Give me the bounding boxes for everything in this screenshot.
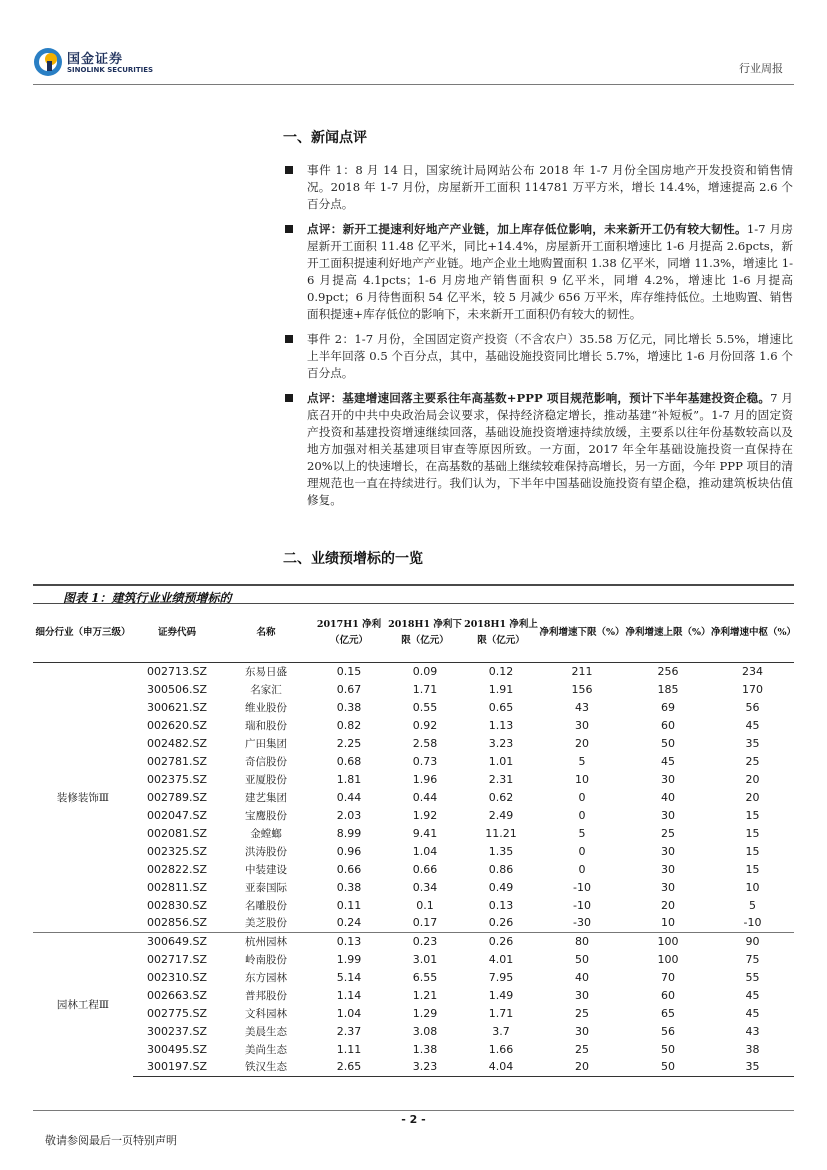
growth-mid-cell: 15 <box>745 844 760 858</box>
growth-low-cell: 5 <box>578 826 586 840</box>
growth-high-cell: 100 <box>625 932 711 950</box>
growth-high-cell: 40 <box>661 790 675 804</box>
growth-low-cell: 50 <box>575 952 589 966</box>
h1-2018-low-cell: 6.55 <box>412 970 438 984</box>
growth-high-cell: 50 <box>625 1058 711 1076</box>
growth-low-cell: 211 <box>571 664 593 678</box>
name-cell: 亚泰国际 <box>245 881 287 894</box>
page-header <box>0 0 827 90</box>
h1-2018-high-cell: 0.49 <box>488 880 514 894</box>
growth-low-cell: 20 <box>539 1058 625 1076</box>
h1-2017-cell: 0.44 <box>336 790 362 804</box>
h1-2018-high-cell: 4.01 <box>488 952 514 966</box>
table-row <box>33 806 794 824</box>
page-number: - 2 - <box>401 1113 426 1126</box>
growth-mid-cell: 15 <box>745 826 760 840</box>
growth-mid-cell: 5 <box>749 898 756 912</box>
h1-2017-cell: 1.11 <box>336 1042 362 1056</box>
h1-2018-low-cell: 3.08 <box>412 1024 438 1038</box>
h1-2018-low-cell: 0.23 <box>387 932 463 950</box>
square-bullet-icon <box>285 394 293 402</box>
h1-2017-cell: 0.82 <box>336 718 362 732</box>
name-cell: 岭南股份 <box>245 953 287 966</box>
h1-2018-high-cell: 1.01 <box>488 754 514 768</box>
table-row <box>33 896 794 914</box>
code-cell: 002325.SZ <box>146 844 207 858</box>
name-cell: 广田集团 <box>245 737 287 750</box>
bullet-item <box>283 221 793 323</box>
table-row <box>33 968 794 986</box>
industry-cell: 装修装饰Ⅲ <box>56 791 110 804</box>
table-row <box>33 1058 794 1076</box>
growth-high-cell: 100 <box>657 952 679 966</box>
h1-2018-low-cell: 0.34 <box>412 880 438 894</box>
h1-2018-high-cell: 0.65 <box>488 700 514 714</box>
table-row <box>33 788 794 806</box>
code-cell: 002781.SZ <box>146 754 207 768</box>
growth-mid-cell: 25 <box>745 754 760 768</box>
growth-high-cell: 30 <box>661 808 675 822</box>
h1-2018-high-cell: 0.12 <box>488 664 514 678</box>
h1-2018-low-cell: 0.92 <box>412 718 438 732</box>
column-header: 净利增速中枢（%） <box>711 605 794 662</box>
h1-2017-cell: 2.65 <box>311 1058 387 1076</box>
h1-2018-high-cell: 0.26 <box>488 916 514 930</box>
name-cell: 杭州园林 <box>221 932 311 950</box>
h1-2018-low-cell: 0.1 <box>416 898 434 912</box>
h1-2018-high-cell: 3.7 <box>492 1024 510 1038</box>
h1-2017-cell: 1.81 <box>336 772 362 786</box>
h1-2018-high-cell: 1.71 <box>488 1006 514 1020</box>
name-cell: 瑞和股份 <box>245 719 287 732</box>
growth-low-cell: 80 <box>539 932 625 950</box>
h1-2017-cell: 0.38 <box>336 880 362 894</box>
h1-2018-low-cell: 1.38 <box>412 1042 438 1056</box>
h1-2018-low-cell: 3.01 <box>412 952 438 966</box>
company-logo <box>33 45 163 79</box>
growth-high-cell: 30 <box>661 880 675 894</box>
h1-2018-high-cell: 1.66 <box>488 1042 514 1056</box>
h1-2017-cell: 1.99 <box>336 952 362 966</box>
growth-mid-cell: 10 <box>745 880 760 894</box>
h1-2018-low-cell: 1.04 <box>412 844 438 858</box>
growth-high-cell: 30 <box>661 862 675 876</box>
table-row <box>33 1040 794 1058</box>
code-cell: 002789.SZ <box>146 790 207 804</box>
figure-title: 图表 1：建筑行业业绩预增标的 <box>33 584 794 604</box>
growth-high-cell: 30 <box>661 844 675 858</box>
h1-2018-high-cell: 7.95 <box>488 970 514 984</box>
column-header: 2018H1 净利上限（亿元） <box>463 605 539 662</box>
code-cell: 002482.SZ <box>146 736 207 750</box>
bullet-bold-lead: 点评：基建增速回落主要系往年高基数+PPP 项目规范影响，预计下半年基建投资企稳。 <box>307 391 771 405</box>
h1-2017-cell: 2.25 <box>336 736 362 750</box>
h1-2017-cell: 0.24 <box>336 916 362 930</box>
growth-mid-cell: 55 <box>745 970 760 984</box>
name-cell: 奇信股份 <box>245 755 287 768</box>
h1-2018-low-cell: 0.55 <box>412 700 438 714</box>
code-cell: 002375.SZ <box>146 772 207 786</box>
table-row <box>33 770 794 788</box>
h1-2018-high-cell: 0.13 <box>488 898 514 912</box>
h1-2018-low-cell: 9.41 <box>412 826 438 840</box>
bullet-text: 1-7 月房屋新开工面积 11.48 亿平米，同比+14.4%，房屋新开工面积增速比 1-6 月提高 2.6pcts，新开工面积提速利好地产产业链。地产企业土地购置面积 1.38 亿平米，同增 11.3%，增速比 1-6 月提高 4.1pcts；1-6 月房地产销售面积 9 亿平米，同增 4.2%，增速比 1-6 月提高 0.9pct；6 月待售面积 54 亿平米，较 5 月减少 656 万平米，库存维持低位。土地购置、销售面积提速+库存低位的影响下，未来新开工面积仍有较大的韧性。 <box>307 222 793 321</box>
table-body <box>33 662 794 1076</box>
section-title-news: 一、新闻点评 <box>283 130 367 146</box>
square-bullet-icon <box>285 225 293 233</box>
growth-high-cell: 50 <box>661 1042 675 1056</box>
h1-2017-cell: 0.67 <box>336 682 362 696</box>
growth-high-cell: 60 <box>661 988 675 1002</box>
bullet-text: 7 月底召开的中共中央政治局会议要求，保持经济稳定增长，推动基建“补短板”。1-7 月的固定资产投资和基建投资增速继续回落，基础设施投资增速持续放缓，主要系以往年份基数较高以及地方加强对相关基建项目审查等原因所致。一方面，2017 年全年基础设施投资一直保持在 20%以上的快速增长，在高基数的基础上继续较难保持高增长，另一方面，今年 PPP 项目的清理规范也一直在持续进行。我们认为，下半年中国基础设施投资有望企稳，推动建筑板块估值修复。 <box>307 391 793 507</box>
growth-mid-cell: 35 <box>745 736 760 750</box>
growth-low-cell: 43 <box>575 700 589 714</box>
table-row <box>33 860 794 878</box>
growth-mid-cell: 90 <box>711 932 794 950</box>
code-cell: 002663.SZ <box>146 988 207 1002</box>
h1-2017-cell: 0.15 <box>336 664 362 678</box>
growth-high-cell: 25 <box>661 826 675 840</box>
table-row <box>33 734 794 752</box>
code-cell: 300197.SZ <box>133 1058 221 1076</box>
code-cell: 300621.SZ <box>146 700 207 714</box>
square-bullet-icon <box>285 335 293 343</box>
h1-2018-low-cell: 2.58 <box>412 736 438 750</box>
table-row <box>33 698 794 716</box>
column-header: 2018H1 净利下限（亿元） <box>387 605 463 662</box>
section-title-performance: 二、业绩预增标的一览 <box>283 551 423 567</box>
growth-mid-cell: 75 <box>745 952 760 966</box>
table-row <box>33 914 794 932</box>
code-cell: 300649.SZ <box>133 932 221 950</box>
name-cell: 东方园林 <box>245 971 287 984</box>
code-cell: 300506.SZ <box>146 682 207 696</box>
growth-low-cell: 156 <box>571 682 593 696</box>
growth-mid-cell: 45 <box>745 718 760 732</box>
h1-2018-high-cell: 3.23 <box>488 736 514 750</box>
h1-2018-high-cell: 0.62 <box>488 790 514 804</box>
name-cell: 美芝股份 <box>245 917 287 930</box>
bullet-item <box>283 331 793 382</box>
h1-2018-low-cell: 1.92 <box>412 808 438 822</box>
growth-high-cell: 30 <box>661 772 675 786</box>
h1-2018-high-cell: 0.26 <box>463 932 539 950</box>
h1-2018-high-cell: 11.21 <box>485 826 517 840</box>
name-cell: 东易日盛 <box>245 665 287 678</box>
h1-2018-high-cell: 1.49 <box>488 988 514 1002</box>
name-cell: 金螳螂 <box>250 827 282 840</box>
table-header-row <box>33 605 794 662</box>
column-header: 细分行业（申万三级） <box>33 605 133 662</box>
growth-low-cell: 5 <box>578 754 586 768</box>
growth-low-cell: -10 <box>573 898 591 912</box>
table-row <box>33 1004 794 1022</box>
growth-low-cell: 0 <box>578 862 586 876</box>
h1-2018-low-cell: 0.44 <box>412 790 438 804</box>
h1-2018-high-cell: 0.86 <box>488 862 514 876</box>
growth-high-cell: 45 <box>661 754 675 768</box>
bullet-text: 事件 2：1-7 月份，全国固定资产投资（不含农户）35.58 万亿元，同比增长 5.5%，增速比上半年回落 0.5 个百分点，其中，基础设施投资同比增长 5.7%，增速比 1-6 月份回落 1.6 个百分点。 <box>307 332 793 380</box>
h1-2018-high-cell: 1.35 <box>488 844 514 858</box>
bullet-text: 事件 1：8 月 14 日，国家统计局网站公布 2018 年 1-7 月份全国房地产开发投资和销售情况。2018 年 1-7 月份，房屋新开工面积 114781 万平方米，增长 14.4%，增速提高 2.6 个百分点。 <box>307 163 793 211</box>
h1-2018-low-cell: 1.21 <box>412 988 438 1002</box>
growth-low-cell: -10 <box>573 880 591 894</box>
industry-cell: 园林工程Ⅲ <box>33 932 133 1076</box>
bullet-bold-lead: 点评：新开工提速利好地产产业链，加上库存低位影响，未来新开工仍有较大韧性。 <box>307 222 747 236</box>
growth-mid-cell: 35 <box>711 1058 794 1076</box>
growth-high-cell: 69 <box>661 700 675 714</box>
code-cell: 300495.SZ <box>146 1042 207 1056</box>
report-type-label: 行业周报 <box>739 62 783 75</box>
name-cell: 中装建设 <box>245 863 287 876</box>
growth-low-cell: 20 <box>575 736 589 750</box>
code-cell: 300237.SZ <box>146 1024 207 1038</box>
table-row <box>33 950 794 968</box>
h1-2018-high-cell: 4.04 <box>463 1058 539 1076</box>
table-row <box>33 716 794 734</box>
h1-2018-high-cell: 2.49 <box>488 808 514 822</box>
growth-mid-cell: 20 <box>745 790 760 804</box>
table-row <box>33 842 794 860</box>
column-header: 净利增速上限（%） <box>625 605 711 662</box>
h1-2018-low-cell: 0.66 <box>412 862 438 876</box>
growth-mid-cell: 15 <box>745 808 760 822</box>
growth-mid-cell: 170 <box>742 682 763 696</box>
table-row <box>33 878 794 896</box>
growth-low-cell: 0 <box>578 844 586 858</box>
growth-low-cell: 10 <box>575 772 589 786</box>
name-cell: 宝鹰股份 <box>245 809 287 822</box>
table-row <box>33 752 794 770</box>
h1-2017-cell: 1.04 <box>336 1006 362 1020</box>
h1-2017-cell: 0.96 <box>336 844 362 858</box>
growth-mid-cell: 234 <box>742 664 763 678</box>
growth-mid-cell: 45 <box>745 1006 760 1020</box>
logo-english-name: SINOLINK SECURITIES <box>67 66 154 74</box>
name-cell: 文科园林 <box>245 1007 287 1020</box>
performance-table <box>33 605 797 1077</box>
column-header: 名称 <box>221 605 311 662</box>
column-header: 净利增速下限（%） <box>539 605 625 662</box>
table-row <box>33 680 794 698</box>
code-cell: 002620.SZ <box>146 718 207 732</box>
h1-2017-cell: 1.14 <box>336 988 362 1002</box>
growth-mid-cell: 15 <box>745 862 760 876</box>
code-cell: 002310.SZ <box>146 970 207 984</box>
h1-2018-low-cell: 0.73 <box>412 754 438 768</box>
growth-low-cell: 30 <box>575 718 589 732</box>
code-cell: 002717.SZ <box>146 952 207 966</box>
table-row <box>33 824 794 842</box>
code-cell: 002822.SZ <box>146 862 207 876</box>
code-cell: 002081.SZ <box>146 826 207 840</box>
growth-high-cell: 50 <box>661 736 675 750</box>
code-cell: 002713.SZ <box>146 664 207 678</box>
column-header: 2017H1 净利（亿元） <box>311 605 387 662</box>
name-cell: 普邦股份 <box>245 989 287 1002</box>
growth-low-cell: 25 <box>575 1042 589 1056</box>
table-row <box>33 1022 794 1040</box>
column-header: 证券代码 <box>133 605 221 662</box>
h1-2017-cell: 5.14 <box>336 970 362 984</box>
table-row <box>33 662 794 680</box>
growth-low-cell: 30 <box>575 1024 589 1038</box>
h1-2017-cell: 0.13 <box>311 932 387 950</box>
h1-2017-cell: 0.68 <box>336 754 362 768</box>
name-cell: 名家汇 <box>250 683 282 696</box>
h1-2018-low-cell: 1.71 <box>412 682 438 696</box>
h1-2017-cell: 8.99 <box>336 826 362 840</box>
growth-mid-cell: 56 <box>745 700 760 714</box>
table-row <box>33 986 794 1004</box>
growth-low-cell: 40 <box>575 970 589 984</box>
growth-high-cell: 256 <box>657 664 679 678</box>
growth-high-cell: 185 <box>657 682 679 696</box>
growth-high-cell: 60 <box>661 718 675 732</box>
h1-2017-cell: 2.37 <box>336 1024 362 1038</box>
code-cell: 002775.SZ <box>146 1006 207 1020</box>
name-cell: 美尚生态 <box>245 1043 287 1056</box>
name-cell: 铁汉生态 <box>221 1058 311 1076</box>
h1-2018-high-cell: 1.13 <box>488 718 514 732</box>
name-cell: 洪涛股份 <box>245 845 287 858</box>
growth-high-cell: 10 <box>661 916 675 930</box>
growth-mid-cell: 20 <box>745 772 760 786</box>
growth-mid-cell: 45 <box>745 988 760 1002</box>
h1-2017-cell: 0.11 <box>336 898 362 912</box>
bullet-item <box>283 390 793 509</box>
name-cell: 美晨生态 <box>245 1025 287 1038</box>
h1-2018-low-cell: 0.09 <box>412 664 438 678</box>
h1-2018-low-cell: 1.96 <box>412 772 438 786</box>
h1-2017-cell: 0.38 <box>336 700 362 714</box>
footer-divider <box>33 1110 794 1111</box>
name-cell: 维业股份 <box>245 701 287 714</box>
disclaimer-note: 敬请参阅最后一页特别声明 <box>45 1134 177 1147</box>
code-cell: 002856.SZ <box>146 916 207 930</box>
h1-2018-low-cell: 1.29 <box>412 1006 438 1020</box>
code-cell: 002830.SZ <box>146 898 207 912</box>
bullet-item <box>283 162 793 213</box>
logo-chinese-name: 国金证券 <box>67 52 124 67</box>
growth-low-cell: -30 <box>573 916 591 930</box>
name-cell: 名雕股份 <box>245 899 287 912</box>
growth-low-cell: 25 <box>575 1006 589 1020</box>
h1-2018-high-cell: 2.31 <box>488 772 514 786</box>
header-divider <box>33 84 794 85</box>
growth-low-cell: 0 <box>578 790 586 804</box>
growth-mid-cell: 43 <box>745 1024 760 1038</box>
sinolink-logo-icon <box>33 47 63 77</box>
name-cell: 亚厦股份 <box>245 773 287 786</box>
growth-high-cell: 70 <box>661 970 675 984</box>
growth-high-cell: 20 <box>661 898 675 912</box>
h1-2017-cell: 0.66 <box>336 862 362 876</box>
code-cell: 002811.SZ <box>146 880 207 894</box>
name-cell: 建艺集团 <box>245 791 287 804</box>
h1-2018-high-cell: 1.91 <box>488 682 514 696</box>
table-row <box>33 932 794 950</box>
growth-low-cell: 30 <box>575 988 589 1002</box>
h1-2018-low-cell: 0.17 <box>412 916 438 930</box>
growth-low-cell: 0 <box>578 808 586 822</box>
h1-2017-cell: 2.03 <box>336 808 362 822</box>
growth-mid-cell: -10 <box>743 916 762 930</box>
growth-high-cell: 56 <box>661 1024 675 1038</box>
h1-2018-low-cell: 3.23 <box>387 1058 463 1076</box>
growth-mid-cell: 38 <box>745 1042 760 1056</box>
growth-high-cell: 65 <box>661 1006 675 1020</box>
square-bullet-icon <box>285 166 293 174</box>
code-cell: 002047.SZ <box>146 808 207 822</box>
news-bullet-list <box>283 162 793 517</box>
